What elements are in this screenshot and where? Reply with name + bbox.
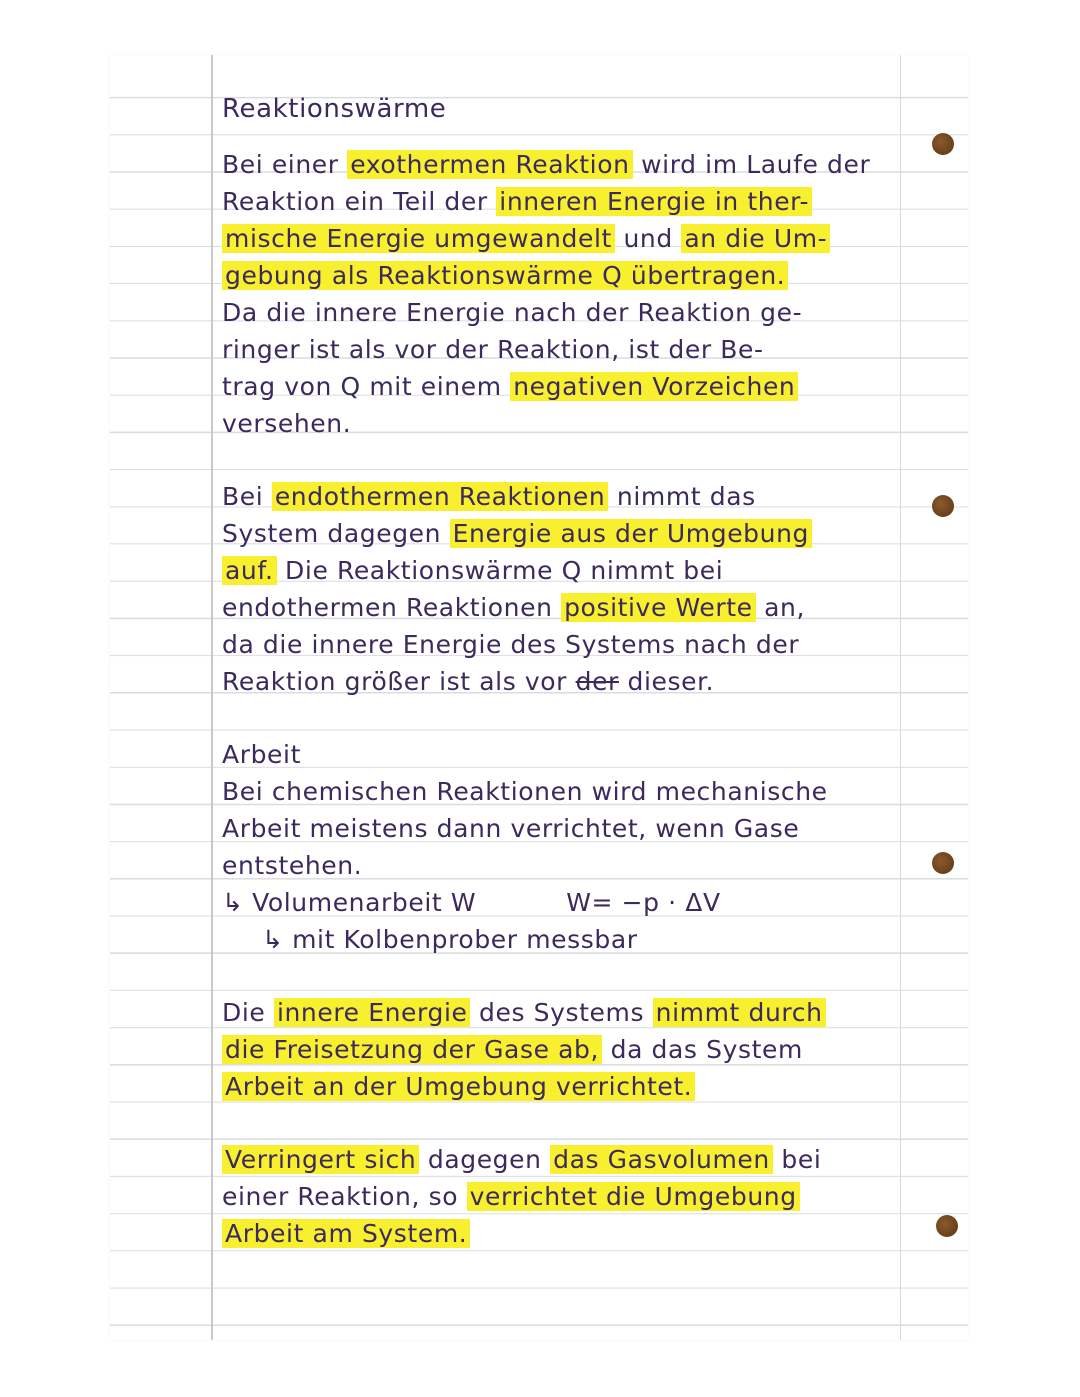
text-line <box>222 294 922 331</box>
text: einer Reaktion, so <box>222 1182 467 1211</box>
text-line: Arbeit meistens dann verrichtet, wenn Gase <box>222 814 800 843</box>
text: ringer ist als vor der Reaktion, ist der Be- <box>222 335 764 364</box>
text-line <box>222 405 922 442</box>
highlighted-text: endothermen Reaktionen <box>272 482 609 511</box>
text-line <box>222 146 922 183</box>
text: nimmt das <box>608 482 756 511</box>
text-line <box>222 368 922 405</box>
text: endothermen Reaktionen <box>222 593 562 622</box>
text: trag von Q mit einem <box>222 372 511 401</box>
paragraph-internal-energy <box>222 994 922 1105</box>
paragraph-endothermic <box>222 478 922 700</box>
lined-paper-sheet <box>110 55 968 1340</box>
bullet-line: ↳ mit Kolbenprober messbar <box>262 925 638 954</box>
highlighted-text: nimmt durch <box>653 998 826 1027</box>
text: dagegen <box>419 1145 551 1174</box>
text-line: Bei chemischen Reaktionen wird mechanische <box>222 777 828 806</box>
text: Die <box>222 998 274 1027</box>
text: Reaktion ein Teil der <box>222 187 497 216</box>
text-line <box>222 331 922 368</box>
text-line <box>222 257 922 294</box>
paragraph-gas-volume <box>222 1141 922 1252</box>
text: an, <box>755 593 806 622</box>
text-line <box>222 515 922 552</box>
text: Bei einer <box>222 150 348 179</box>
bullet-text: ↳ Volumenarbeit W <box>222 888 477 917</box>
highlighted-text: verrichtet die Umgebung <box>467 1182 800 1211</box>
section-heading: Arbeit <box>222 740 301 769</box>
highlighted-text: Arbeit am System. <box>222 1219 470 1248</box>
page-title: Reaktionswärme <box>222 94 447 124</box>
text-line <box>222 220 922 257</box>
text: da das System <box>602 1035 803 1064</box>
formula: W= −p · ΔV <box>566 888 721 917</box>
text: Da die innere Energie nach der Reaktion ge- <box>222 298 803 327</box>
text-line: entstehen. <box>222 851 363 880</box>
highlighted-text: inneren Energie in ther- <box>496 187 812 216</box>
text: dieser. <box>618 667 715 696</box>
paragraph-exothermic <box>222 146 922 442</box>
highlighted-text: Arbeit an der Umgebung verrichtet. <box>222 1072 695 1101</box>
text-line <box>222 552 922 589</box>
text-line <box>222 1141 922 1178</box>
highlighted-text: an die Um- <box>681 224 830 253</box>
highlighted-text: Verringert sich <box>222 1145 419 1174</box>
highlighted-text: negativen Vorzeichen <box>510 372 798 401</box>
margin-line <box>211 55 213 1340</box>
highlighted-text: gebung als Reaktionswärme Q übertragen. <box>222 261 788 290</box>
punch-hole-icon <box>932 852 954 874</box>
punch-hole-icon <box>932 495 954 517</box>
text-line: da die innere Energie des Systems nach der <box>222 630 800 659</box>
highlighted-text: innere Energie <box>274 998 471 1027</box>
text-line <box>222 589 922 626</box>
highlighted-text: Energie aus der Umgebung <box>450 519 812 548</box>
text-line <box>222 478 922 515</box>
text-line <box>222 1031 922 1068</box>
bullet-line <box>222 884 922 921</box>
section-arbeit <box>222 736 922 958</box>
highlighted-text: exothermen Reaktion <box>347 150 632 179</box>
highlighted-text: mische Energie umgewandelt <box>222 224 615 253</box>
struck-text: der <box>575 667 619 696</box>
highlighted-text: die Freisetzung der Gase ab, <box>222 1035 602 1064</box>
text-line <box>222 183 922 220</box>
text: und <box>614 224 682 253</box>
text: bei <box>772 1145 822 1174</box>
text: Reaktion größer ist als vor <box>222 667 576 696</box>
text-line <box>222 994 922 1031</box>
text: des Systems <box>470 998 653 1027</box>
text: System dagegen <box>222 519 450 548</box>
text: Bei <box>222 482 272 511</box>
text-line <box>222 1215 922 1252</box>
text: Die Reaktionswärme Q nimmt bei <box>276 556 724 585</box>
highlighted-text: positive Werte <box>561 593 756 622</box>
punch-hole-icon <box>936 1215 958 1237</box>
punch-hole-icon <box>932 133 954 155</box>
text: wird im Laufe der <box>632 150 871 179</box>
highlighted-text: das Gasvolumen <box>550 1145 773 1174</box>
text-line <box>222 1068 922 1105</box>
text: versehen. <box>222 409 352 438</box>
notes-content <box>222 88 922 1288</box>
highlighted-text: auf. <box>222 556 277 585</box>
text-line <box>222 663 922 700</box>
text-line <box>222 1178 922 1215</box>
